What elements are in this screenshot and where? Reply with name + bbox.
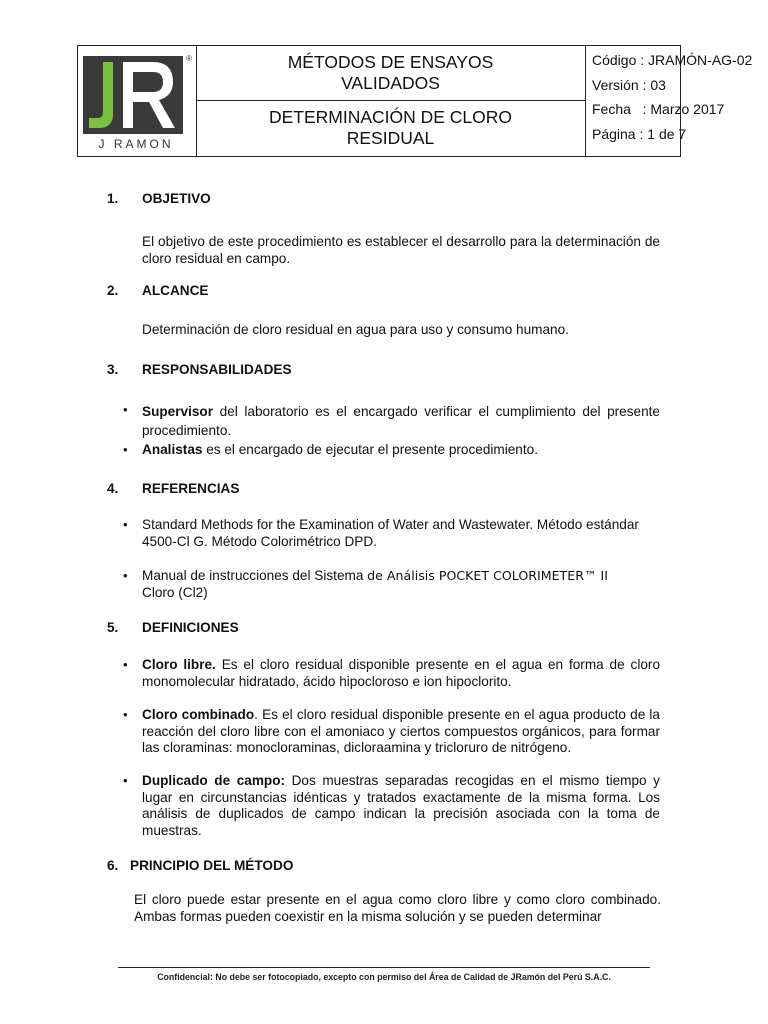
doc-title-line2: RESIDUAL	[346, 128, 435, 148]
section-1-number: 1.	[107, 191, 119, 206]
bullet-marker: •	[123, 442, 128, 457]
section-6-number: 6.	[107, 858, 119, 873]
doc-category-line1: MÉTODOS DE ENSAYOS	[287, 52, 494, 72]
list-item-combined-chlorine-term: Cloro combinado	[142, 707, 255, 722]
section-4-number: 4.	[107, 481, 119, 496]
meta-page-label: Página	[592, 126, 636, 142]
section-2-title: ALCANCE	[142, 283, 209, 298]
logo-company-name: J RAMON	[98, 137, 174, 151]
meta-date	[592, 101, 724, 117]
meta-date-label: Fecha	[592, 101, 631, 117]
meta-cell	[586, 46, 753, 156]
section-6-text: El cloro puede estar presente en el agua como cloro libre y como cloro combinado. Ambas formas pueden coexistir en la misma solución y se pueden determinar	[134, 892, 661, 924]
list-item-standard-methods: Standard Methods for the Examination of Water and Wastewater. Método estándar 4500-Cl G. Método Colorimétrico DPD.	[142, 517, 639, 549]
list-item-analysts-term: Analistas	[142, 442, 203, 457]
logo-cell	[78, 46, 197, 156]
meta-code-label: Código	[592, 52, 637, 68]
document-header-table	[77, 45, 753, 157]
title-cell	[196, 46, 586, 156]
bullet-marker: •	[123, 402, 128, 417]
list-item-free-chlorine-term: Cloro libre.	[142, 657, 216, 672]
title-row-methods	[196, 46, 585, 101]
meta-version	[592, 77, 666, 93]
list-item-analysts-text: es el encargado de ejecutar el presente procedimiento.	[202, 442, 538, 457]
section-5-number: 5.	[107, 620, 119, 635]
meta-code-sep: :	[636, 52, 649, 68]
meta-code	[592, 52, 752, 68]
meta-date-sep: :	[630, 101, 651, 117]
list-item-field-duplicate-term: Duplicado de campo:	[142, 773, 286, 788]
section-1-title: OBJETIVO	[142, 191, 211, 206]
section-3-number: 3.	[107, 362, 119, 377]
section-2-text: Determinación de cloro residual en agua para uso y consumo humano.	[142, 322, 569, 337]
list-item-field-duplicate-text: Dos muestras separadas recogidas en el mismo tiempo y lugar en circunstancias idénticas y tratados exactamente de la misma forma. Los análisis de duplicados de campo indican la precisión asociada con la toma de muestras.	[142, 773, 660, 838]
list-item-free-chlorine-text: Es el cloro residual disponible presente en el agua en forma de cloro monomolecular hidratado, ácido hipocloroso e ion hipoclorito.	[142, 657, 660, 689]
bullet-marker: •	[123, 707, 128, 722]
list-item-supervisor-term: Supervisor	[142, 404, 214, 419]
list-item-free-chlorine	[142, 657, 660, 690]
company-logo	[83, 56, 183, 134]
meta-page	[592, 126, 686, 142]
meta-date-value: Marzo 2017	[650, 101, 725, 117]
list-item-supervisor-text: del laboratorio es el encargado verificar el cumplimiento del presente procedimiento.	[142, 404, 660, 438]
footer-confidential-notice: Confidencial: No debe ser fotocopiado, excepto con permiso del Área de Calidad de JRamón del Perú S.A.C.	[157, 972, 611, 982]
section-2-number: 2.	[107, 283, 119, 298]
bullet-marker: •	[123, 568, 128, 583]
section-4-title: REFERENCIAS	[142, 481, 240, 496]
bullet-marker: •	[123, 773, 128, 788]
meta-version-sep: :	[638, 77, 651, 93]
title-row-document	[196, 101, 585, 156]
meta-version-label: Versión	[592, 77, 639, 93]
footer-divider	[118, 967, 650, 968]
section-5-title: DEFINICIONES	[142, 620, 239, 635]
meta-version-value: 03	[650, 77, 666, 93]
meta-page-sep: :	[635, 126, 648, 142]
list-item-analysts	[142, 442, 660, 459]
meta-code-value: JRAMÓN-AG-02	[648, 52, 753, 68]
list-item-manual-text-a: Manual de instrucciones del Sistema	[142, 568, 368, 583]
logo-mark-icon	[83, 56, 183, 134]
doc-title-line1: DETERMINACIÓN DE CLORO	[268, 107, 513, 127]
section-3-title: RESPONSABILIDADES	[142, 362, 292, 377]
list-item-manual	[142, 568, 660, 601]
meta-page-value: 1 de 7	[647, 126, 687, 142]
list-item-combined-chlorine-text: . Es el cloro residual disponible presente en el agua producto de la reacción del cloro libre con el amoniaco y ciertos compuestos orgánicos, para formar las cloraminas: monocloraminas, dicloraamina y tricloruro de nitrógeno.	[142, 707, 660, 755]
list-item-manual-text-b: de Análisis POCKET COLORIMETER™ II	[367, 568, 608, 583]
bullet-marker: •	[123, 657, 128, 672]
list-item-combined-chlorine	[142, 707, 660, 757]
section-1-text: El objetivo de este procedimiento es establecer el desarrollo para la determinación de cloro residual en campo.	[142, 234, 660, 266]
bullet-marker: •	[123, 517, 128, 532]
doc-category-line2: VALIDADOS	[341, 73, 440, 93]
registered-mark: ®	[186, 54, 192, 63]
list-item-field-duplicate	[142, 773, 660, 839]
list-item-supervisor	[142, 402, 660, 440]
section-6-title: PRINCIPIO DEL MÉTODO	[130, 858, 294, 873]
list-item-manual-text-c: Cloro (Cl2)	[142, 584, 208, 600]
